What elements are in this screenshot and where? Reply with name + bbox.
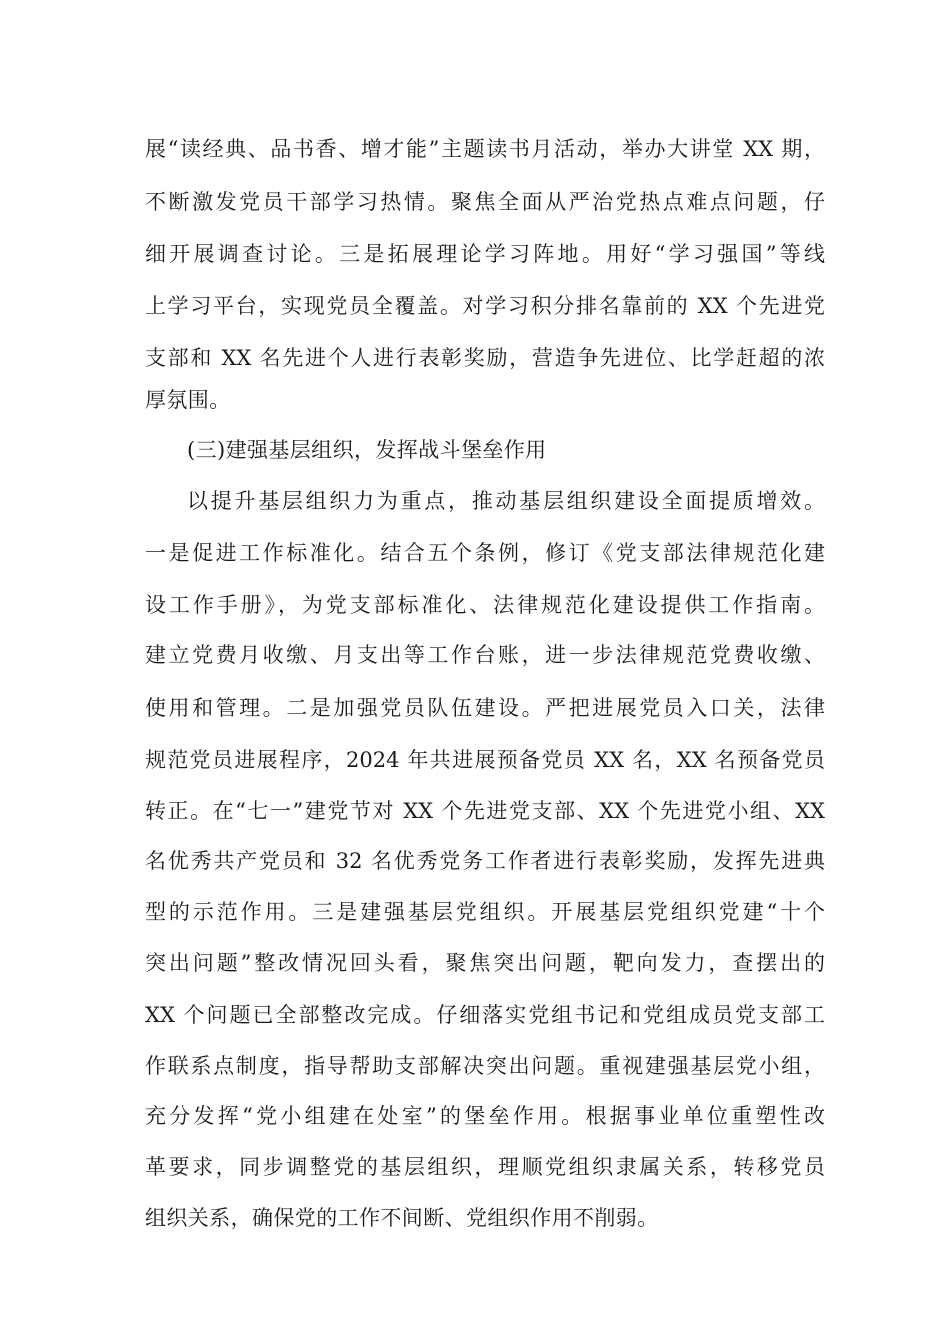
- paragraph-line: 设工作手册》，为党支部标准化、法律规范化建设提供工作指南。: [145, 593, 825, 617]
- paragraph-line: 细开展调查讨论。三是拓展理论学习阵地。用好“学习强国”等线: [145, 242, 825, 266]
- paragraph-line: 规范党员进展程序，2024 年共进展预备党员 XX 名，XX 名预备党员: [145, 748, 825, 772]
- paragraph-line: 建立党费月收缴、月支出等工作台账，进一步法律规范党费收缴、: [145, 643, 825, 667]
- paragraph-line: 型的示范作用。三是建强基层党组织。开展基层党组织党建“十个: [145, 900, 825, 924]
- section-heading: (三)建强基层组织，发挥战斗堡垒作用: [187, 438, 547, 462]
- paragraph-line: 支部和 XX 名先进个人进行表彰奖励，营造争先进位、比学赶超的浓: [145, 346, 825, 370]
- paragraph-line: 不断激发党员干部学习热情。聚焦全面从严治党热点难点问题，仔: [145, 190, 825, 214]
- paragraph-line: 名优秀共产党员和 32 名优秀党务工作者进行表彰奖励，发挥先进典: [145, 849, 825, 873]
- paragraph-line: 一是促进工作标准化。结合五个条例，修订《党支部法律规范化建: [145, 541, 825, 565]
- paragraph-line: 展“读经典、品书香、增才能”主题读书月活动，举办大讲堂 XX 期，: [145, 137, 825, 161]
- paragraph-line: XX 个问题已全部整改完成。仔细落实党组书记和党组成员党支部工: [145, 1003, 825, 1027]
- paragraph-line: 作联系点制度，指导帮助支部解决突出问题。重视建强基层党小组，: [145, 1054, 825, 1078]
- paragraph-line: 组织关系，确保党的工作不间断、党组织作用不削弱。: [145, 1206, 659, 1230]
- paragraph-line: 使用和管理。二是加强党员队伍建设。严把进展党员入口关，法律: [145, 696, 825, 720]
- paragraph-line: 充分发挥“党小组建在处室”的堡垒作用。根据事业单位重塑性改: [145, 1104, 825, 1128]
- paragraph-line: 突出问题”整改情况回头看，聚焦突出问题，靶向发力，查摆出的: [145, 951, 825, 975]
- paragraph-line: 革要求，同步调整党的基层组织，理顺党组织隶属关系，转移党员: [145, 1155, 825, 1179]
- paragraph-line: 转正。在“七一”建党节对 XX 个先进党支部、XX 个先进党小组、XX: [145, 799, 825, 823]
- paragraph-line: 以提升基层组织力为重点，推动基层组织建设全面提质增效。: [187, 489, 825, 513]
- paragraph-line: 上学习平台，实现党员全覆盖。对学习积分排名靠前的 XX 个先进党: [145, 294, 825, 318]
- paragraph-line: 厚氛围。: [145, 388, 231, 412]
